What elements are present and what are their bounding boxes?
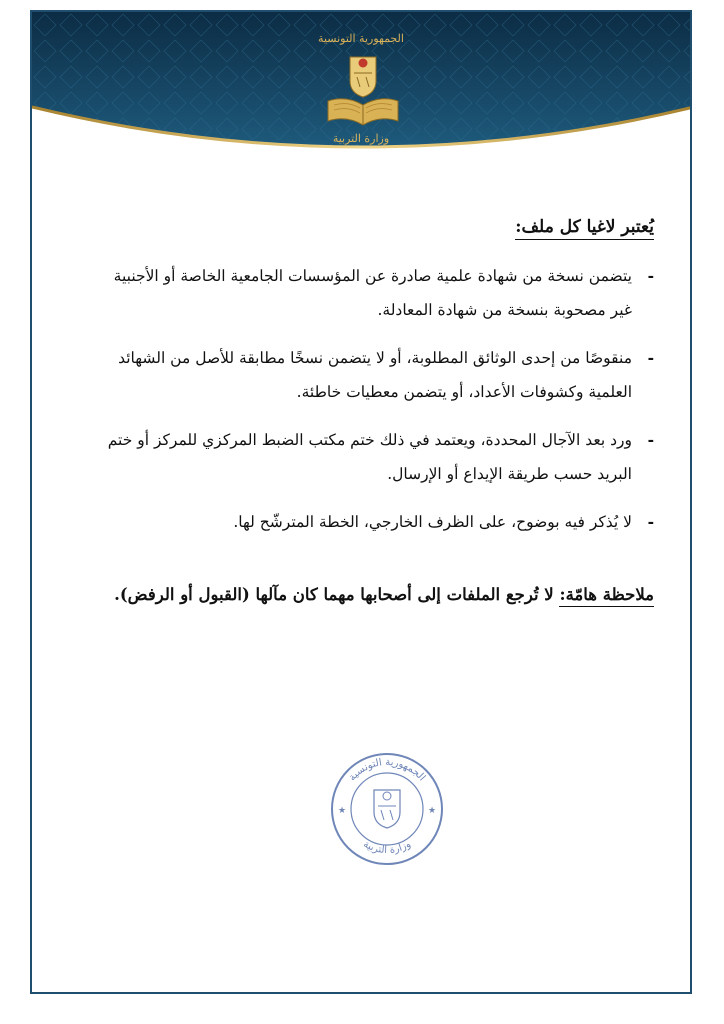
list-marker: - [647, 348, 654, 367]
svg-text:★: ★ [428, 806, 437, 816]
svg-text:وزارة التربية [361, 839, 413, 856]
ministry-emblem-icon [320, 47, 406, 133]
page-frame [30, 10, 692, 994]
list-item [98, 505, 654, 539]
republic-title: الجمهورية التونسية [318, 32, 404, 45]
list-item [98, 423, 654, 491]
list-item-text: يتضمن نسخة من شهادة علمية صادرة عن المؤسسات الجامعية الخاصة أو الأجنبية غير مصحوبة بنسخة من شهادة المعادلة. [113, 267, 632, 319]
document-body [98, 217, 654, 621]
ministry-title: وزارة التربية [332, 132, 390, 145]
stamp-inner-text: وزارة التربية [361, 838, 413, 857]
note-text: لا تُرجع الملفات إلى أصحابها مهما كان مآلها (القبول أو الرفض). [114, 585, 554, 604]
note-label: ملاحظة هامّة: [559, 585, 654, 607]
important-note [98, 585, 654, 604]
stamp-outer-text: الجمهورية التونسية [346, 756, 428, 784]
list-marker: - [647, 430, 654, 449]
svg-text:★: ★ [338, 806, 347, 816]
list-item [98, 259, 654, 327]
list-marker: - [647, 266, 654, 285]
list-marker: - [647, 512, 654, 531]
section-heading: يُعتبر لاغيا كل ملف: [98, 217, 654, 237]
list-item-text: لا يُذكر فيه بوضوح، على الظرف الخارجي، الخطة المترشّح لها. [233, 513, 632, 531]
list-item [98, 341, 654, 409]
list-item-text: منقوصًا من إحدى الوثائق المطلوبة، أو لا يتضمن نسخًا مطابقة للأصل من الشهائد العلمية وكشوفات الأعداد، أو يتضمن معطيات خاطئة. [118, 349, 632, 401]
list-item-text: ورد بعد الآجال المحددة، ويعتمد في ذلك ختم مكتب الضبط المركزي للمركز أو ختم البريد حسب طريقة الإيداع أو الإرسال. [107, 431, 632, 483]
conditions-list [98, 259, 654, 539]
ministry-stamp-icon [328, 750, 446, 868]
